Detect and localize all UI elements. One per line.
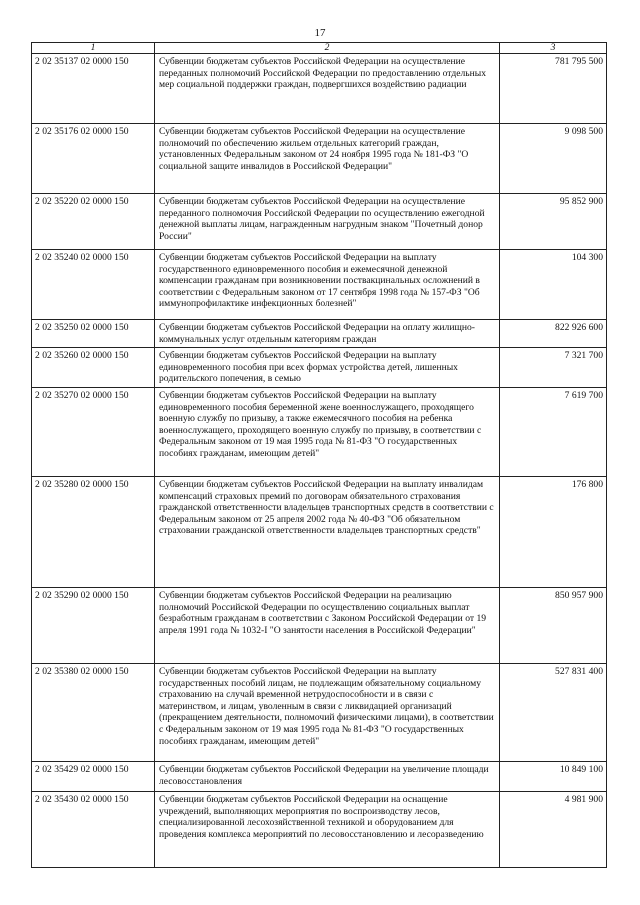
budget-amount: 7 321 700: [500, 348, 607, 388]
budget-code: 2 02 35380 02 0000 150: [32, 664, 155, 762]
budget-code: 2 02 35260 02 0000 150: [32, 348, 155, 388]
budget-code: 2 02 35290 02 0000 150: [32, 588, 155, 664]
page-number: 17: [314, 27, 326, 39]
budget-description: Субвенции бюджетам субъектов Российской Федерации на осуществление переданного полномочия Российской Федерации по осуществлению ежегодной денежной выплаты лицам, награжденным нагрудным знаком "Почетный донор России": [155, 194, 500, 250]
table-row: [32, 477, 607, 588]
budget-amount: 822 926 600: [500, 320, 607, 348]
table-row: [32, 124, 607, 194]
column-header-3: 3: [500, 43, 607, 54]
budget-amount: 7 619 700: [500, 388, 607, 477]
column-header-2: 2: [155, 43, 500, 54]
budget-code: 2 02 35176 02 0000 150: [32, 124, 155, 194]
budget-code: 2 02 35250 02 0000 150: [32, 320, 155, 348]
table-row: [32, 320, 607, 348]
budget-amount: 9 098 500: [500, 124, 607, 194]
budget-code: 2 02 35220 02 0000 150: [32, 194, 155, 250]
budget-code: 2 02 35429 02 0000 150: [32, 762, 155, 792]
budget-code: 2 02 35270 02 0000 150: [32, 388, 155, 477]
table-row: [32, 792, 607, 868]
budget-description: Субвенции бюджетам субъектов Российской Федерации на увеличение площади лесовосстановления: [155, 762, 500, 792]
budget-amount: 10 849 100: [500, 762, 607, 792]
table-row: [32, 762, 607, 792]
budget-table: [31, 42, 607, 868]
budget-code: 2 02 35240 02 0000 150: [32, 250, 155, 320]
budget-description: Субвенции бюджетам субъектов Российской Федерации на выплату единовременного пособия при всех формах устройства детей, лишенных родительского попечения, в семью: [155, 348, 500, 388]
table-row: [32, 250, 607, 320]
budget-amount: 527 831 400: [500, 664, 607, 762]
budget-description: Субвенции бюджетам субъектов Российской Федерации на оснащение учреждений, выполняющих мероприятия по воспроизводству лесов, специализированной лесохозяйственной техникой и оборудованием для проведения комплекса мероприятий по лесовосстановлению и лесоразведению: [155, 792, 500, 868]
budget-amount: 176 800: [500, 477, 607, 588]
table-row: [32, 664, 607, 762]
budget-description: Субвенции бюджетам субъектов Российской Федерации на реализацию полномочий Российской Федерации по осуществлению социальных выплат безработным гражданам в соответствии с Законом Российской Федерации от 19 апреля 1991 года № 1032-I "О занятости населения в Российской Федерации": [155, 588, 500, 664]
budget-description: Субвенции бюджетам субъектов Российской Федерации на выплату государственного единовременного пособия и ежемесячной денежной компенсации гражданам при возникновении поствакцинальных осложнений в соответствии с Федеральным законом от 17 сентября 1998 года № 157-ФЗ "Об иммунопрофилактике инфекционных болезней": [155, 250, 500, 320]
table-row: [32, 348, 607, 388]
budget-amount: 95 852 900: [500, 194, 607, 250]
budget-amount: 781 795 500: [500, 54, 607, 124]
budget-description: Субвенции бюджетам субъектов Российской Федерации на выплату государственных пособий лицам, не подлежащим обязательному социальному страхованию на случай временной нетрудоспособности и в связи с материнством, и лицам, уволенным в связи с ликвидацией организаций (прекращением деятельности, полномочий физическими лицами), в соответствии с Федеральным законом от 19 мая 1995 года № 81-ФЗ "О государственных пособиях гражданам, имеющим детей": [155, 664, 500, 762]
budget-code: 2 02 35430 02 0000 150: [32, 792, 155, 868]
table-row: [32, 588, 607, 664]
table-row: [32, 388, 607, 477]
column-number-row: [32, 43, 607, 54]
budget-description: Субвенции бюджетам субъектов Российской Федерации на осуществление полномочий по обеспечению жильем отдельных категорий граждан, установленных Федеральным законом от 24 ноября 1995 года № 181-ФЗ "О социальной защите инвалидов в Российской Федерации": [155, 124, 500, 194]
budget-amount: 850 957 900: [500, 588, 607, 664]
column-header-1: 1: [32, 43, 155, 54]
budget-description: Субвенции бюджетам субъектов Российской Федерации на выплату инвалидам компенсаций страховых премий по договорам обязательного страхования гражданской ответственности владельцев транспортных средств в соответствии с Федеральным законом от 25 апреля 2002 года № 40-ФЗ "Об обязательном страховании гражданской ответственности владельцев транспортных средств": [155, 477, 500, 588]
budget-description: Субвенции бюджетам субъектов Российской Федерации на выплату единовременного пособия беременной жене военнослужащего, проходящего военную службу по призыву, а также ежемесячного пособия на ребенка военнослужащего, проходящего военную службу по призыву, в соответствии с Федеральным законом от 19 мая 1995 года № 81-ФЗ "О государственных пособиях гражданам, имеющим детей": [155, 388, 500, 477]
table-row: [32, 194, 607, 250]
budget-amount: 4 981 900: [500, 792, 607, 868]
budget-code: 2 02 35280 02 0000 150: [32, 477, 155, 588]
budget-description: Субвенции бюджетам субъектов Российской Федерации на осуществление переданных полномочий Российской Федерации по предоставлению отдельных мер социальной поддержки граждан, подвергшихся воздействию радиации: [155, 54, 500, 124]
budget-amount: 104 300: [500, 250, 607, 320]
table-row: [32, 54, 607, 124]
budget-code: 2 02 35137 02 0000 150: [32, 54, 155, 124]
budget-description: Субвенции бюджетам субъектов Российской Федерации на оплату жилищно-коммунальных услуг отдельным категориям граждан: [155, 320, 500, 348]
